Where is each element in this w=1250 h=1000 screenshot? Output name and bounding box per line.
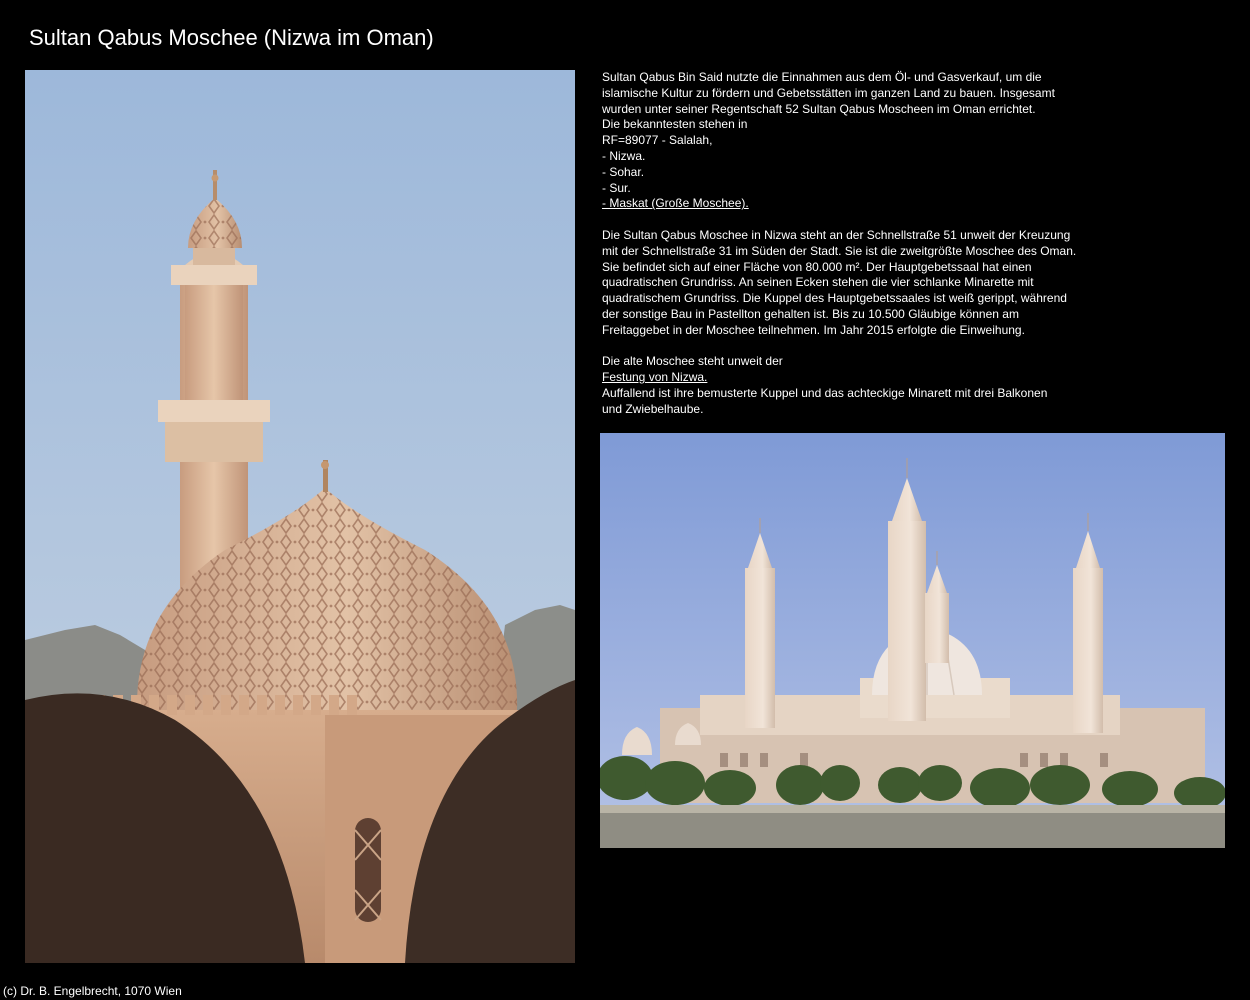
- intro-line: - Nizwa.: [602, 148, 646, 163]
- intro-paragraph: [602, 70, 1102, 212]
- intro-line: RF=89077 - Salalah,: [602, 133, 713, 148]
- maskat-link[interactable]: - Maskat (Große Moschee).: [602, 196, 749, 211]
- copyright-footer: (c) Dr. B. Engelbrecht, 1070 Wien: [3, 984, 182, 998]
- old-mosque-photo[interactable]: [25, 70, 575, 963]
- intro-line: Sultan Qabus Bin Said nutzte die Einnahmen aus dem Öl- und Gasverkauf, um die: [602, 70, 1042, 84]
- description-line: mit der Schnellstraße 31 im Süden der Stadt. Sie ist die zweitgrößte Moschee des Oman.: [602, 243, 1077, 258]
- description-line: Freitaggebet in der Moschee teilnehmen. Im Jahr 2015 erfolgte die Einweihung.: [602, 322, 1025, 337]
- intro-line: islamische Kultur zu fördern und Gebetsstätten im ganzen Land zu bauen. Insgesamt: [602, 85, 1055, 100]
- page-title: Sultan Qabus Moschee (Nizwa im Oman): [29, 25, 434, 50]
- description-line: quadratischen Grundriss. An seinen Ecken stehen die vier schlanke Minarette mit: [602, 275, 1034, 290]
- description-line: Sie befindet sich auf einer Fläche von 80.000 m². Der Hauptgebetssaal hat einen: [602, 259, 1032, 274]
- old-mosque-line: Auffallend ist ihre bemusterte Kuppel und das achteckige Minarett mit drei Balkonen: [602, 385, 1048, 400]
- article-text: [602, 70, 1102, 418]
- old-mosque-paragraph: [602, 354, 1102, 417]
- paragraph-gap: [602, 339, 1102, 355]
- intro-line: - Sur.: [602, 180, 631, 195]
- paragraph-gap: [602, 212, 1102, 228]
- old-mosque-illustration: [25, 70, 575, 963]
- sultan-qabus-mosque-photo[interactable]: [600, 433, 1225, 848]
- sultan-qabus-mosque-illustration: [600, 433, 1225, 848]
- intro-line: Die bekanntesten stehen in: [602, 117, 748, 132]
- description-paragraph: [602, 228, 1102, 339]
- old-mosque-intro: Die alte Moschee steht unweit der: [602, 354, 783, 369]
- description-line: Die Sultan Qabus Moschee in Nizwa steht an der Schnellstraße 51 unweit der Kreuzung: [602, 227, 1071, 242]
- old-mosque-line: und Zwiebelhaube.: [602, 401, 704, 416]
- intro-line: - Sohar.: [602, 164, 645, 179]
- intro-line: wurden unter seiner Regentschaft 52 Sultan Qabus Moscheen im Oman errichtet.: [602, 101, 1036, 116]
- description-line: der sonstige Bau in Pastellton gehalten ist. Bis zu 10.500 Gläubige können am: [602, 306, 1019, 321]
- festung-link[interactable]: Festung von Nizwa.: [602, 370, 708, 385]
- description-line: quadratischem Grundriss. Die Kuppel des Hauptgebetssaales ist weiß gerippt, während: [602, 291, 1067, 306]
